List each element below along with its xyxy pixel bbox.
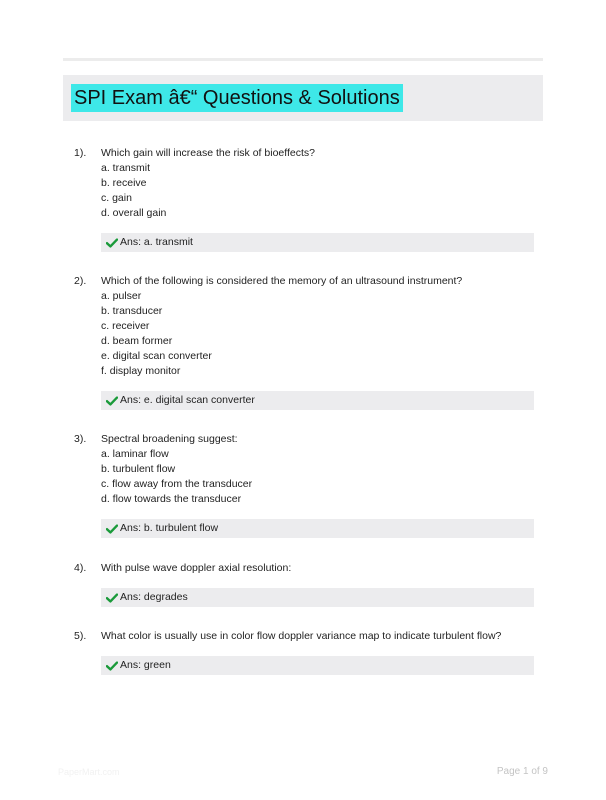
question-number: 5). xyxy=(74,630,87,642)
answer-text: Ans: b. turbulent flow xyxy=(120,522,219,534)
answer-option: c. receiver xyxy=(101,320,150,332)
question-body xyxy=(101,146,541,221)
question-body xyxy=(101,561,541,576)
answer-box xyxy=(101,588,534,607)
answer-box xyxy=(101,519,534,538)
answer-option: a. laminar flow xyxy=(101,448,169,460)
page-title: SPI Exam â€“ Questions & Solutions xyxy=(71,84,403,112)
answer-text: Ans: green xyxy=(120,659,171,671)
answer-option: b. receive xyxy=(101,177,147,189)
question-text: With pulse wave doppler axial resolution: xyxy=(101,562,292,574)
answer-option: a. transmit xyxy=(101,162,151,174)
question-number: 4). xyxy=(74,562,87,574)
answer-option: b. transducer xyxy=(101,305,163,317)
answer-box xyxy=(101,656,534,675)
answer-option: d. beam former xyxy=(101,335,173,347)
answer-text: Ans: degrades xyxy=(120,591,188,603)
question-text: What color is usually use in color flow doppler variance map to indicate turbulent flow? xyxy=(101,630,502,642)
top-rule xyxy=(63,58,543,61)
check-icon xyxy=(106,593,119,603)
check-icon xyxy=(106,524,119,534)
answer-option: f. display monitor xyxy=(101,365,181,377)
check-icon xyxy=(106,238,119,248)
answer-option: d. overall gain xyxy=(101,207,167,219)
check-icon xyxy=(106,396,119,406)
answer-option: c. gain xyxy=(101,192,132,204)
answer-box xyxy=(101,233,534,252)
answer-option: e. digital scan converter xyxy=(101,350,212,362)
answer-option: b. turbulent flow xyxy=(101,463,176,475)
answer-option: d. flow towards the transducer xyxy=(101,493,242,505)
page-number: Page 1 of 9 xyxy=(496,766,548,777)
answer-text: Ans: a. transmit xyxy=(120,236,193,248)
footer-watermark: PaperMart.com xyxy=(58,767,120,777)
answer-option: a. pulser xyxy=(101,290,142,302)
answer-text: Ans: e. digital scan converter xyxy=(120,394,255,406)
question-number: 3). xyxy=(74,433,87,445)
question-number: 2). xyxy=(74,275,87,287)
question-body xyxy=(101,629,541,644)
question-text: Which gain will increase the risk of bioeffects? xyxy=(101,147,315,159)
check-icon xyxy=(106,661,119,671)
question-body xyxy=(101,274,541,379)
question-number: 1). xyxy=(74,147,87,159)
answer-option: c. flow away from the transducer xyxy=(101,478,253,490)
title-band xyxy=(63,75,543,121)
question-text: Which of the following is considered the memory of an ultrasound instrument? xyxy=(101,275,463,287)
question-body xyxy=(101,432,541,507)
question-text: Spectral broadening suggest: xyxy=(101,433,238,445)
answer-box xyxy=(101,391,534,410)
